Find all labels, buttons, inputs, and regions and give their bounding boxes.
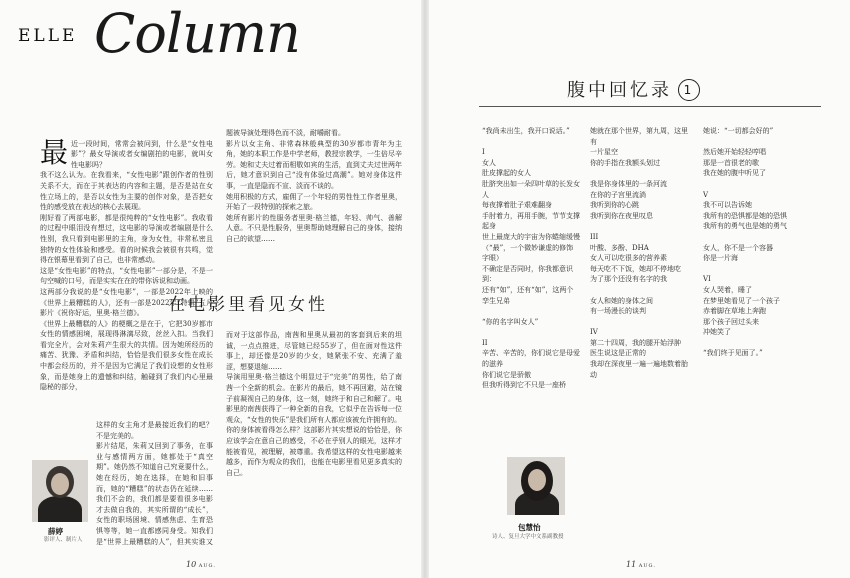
right-body-column-1: “我尚未出生，我开口说话。” I 女人 肚皮撑起的女人 肚脐突出如一朵四叶草的长发女人 每夜撑着肚子艰难翻身 手肘着力，再用手腕，节节支撑起身 世上最庞大的宇宙为你蜷缩缓慢 （“最”，一个微妙谦虚的修饰字眼） 不确定是否同时，你我都意识到： 还有“如”，还有“如”，这两个孪生兄弟 “你的名字叫女人” II 辛苦、辛苦的，你们说它是母爱的滋养 你们说它是骄傲 但我听得到它不只是一座桥 [482, 127, 580, 390]
drop-cap: 最 [40, 135, 69, 169]
poem-title-text: 腹中回忆录 [567, 80, 672, 101]
poet-name: 包慧怡 [518, 523, 541, 532]
poem-title [567, 76, 700, 102]
article-headline: 在电影里看见女性 [168, 295, 328, 315]
right-body-column-2: 她就在那个世界，第九周，这里有 一片星空 你的手指在我额头划过 我是你身体里的一条河流 在你的子宫里流淌 我听到你的心跳 我听到你在夜里叹息 III 叶酸、多酚、DHA 女人可以吃很多的营养素 每天吃不下饭，她却不停地吃 为了那个还没有名字的我 女人和她的身体之间 有一场漫长的谈判 IV 第二十四周，我的腿开始浮肿 医生说这是正常的 我却在深夜里一遍一遍地数着胎动 [590, 127, 688, 379]
brand-logo: ELLE [18, 26, 78, 46]
left-body-column-2-top: 题被导演处理得色而不淡，耐嚼耐看。 影片以女主角、非常森林般典型的30岁都市青年为主角，她的本职工作是中学老师，教授宗教学，一生倍尽辛劳。她和丈夫过着而相敬如宾的生活，直到丈夫过世两年后，她才意识到自己“没有体验过高潮”。她对身体这件事，一直是隐而不宣、淡而不谈的。 她用积极的方式，雇佣了一个年轻的男性性工作者里奥，开始了一段特别的探索之旅。 她所有影片的性服务者里奥·格兰德，年轻、帅气、善解人意。不只是性服务，里奥帮助她理解自己的身体，接纳自己的欲望…… [226, 129, 402, 243]
folio-number: 10 [186, 560, 197, 569]
poem-part-number: 1 [678, 79, 700, 101]
page-number-left [186, 560, 216, 569]
author-portrait [32, 460, 88, 522]
author-name: 薛婷 [48, 527, 63, 536]
right-body-column-3: 她说：“一切都会好的” 然后她开始轻轻哼唱 那是一首很老的歌 我在她的腹中听见了 V 我不可以告诉她 我所有的恐惧都是她的恐惧 我所有的勇气也是她的勇气 女人，你不是一个容器 你是一片海 VI 女人哭着，睡了 在梦里她看见了一个孩子 赤着脚在草地上奔跑 那个孩子回过头来 冲她笑了 “我们终于见面了。” [703, 127, 787, 358]
poet-role: 诗人、复旦大学中文系副教授 [492, 534, 564, 540]
left-body-column-2-bottom: 而对于这部作品，南茜和里奥从最初的客套到后来的坦诚，一点点推进，尽管她已经55岁了，但在面对性这件事上，却还像是20岁的少女，她紧张不安、充满了羞涩，想要退缩…… 导演用里奥·格兰德这个明显过于“完美”的男性，给了南茜一个全新的机会。在影片的最后，她不再回避，站在镜子前凝视自己的身体，这一刻，她终于和自己和解了。电影里的南茜获得了一种全新的自我，它似乎在告诉每一位观众，“女性的快乐”是我们所有人都应该被允许拥有的。 你的身体被看得怎么样？这部影片其实想说的恰恰是，你应该学会在意自己的感受，不必在乎别人的眼光，这样才能被看见，被理解，被尊重。我希望这样的女性电影越来越多，而作为观众的我们，也能在电影里看见更多真实的自己。 [226, 331, 402, 477]
folio-month: AUG. [638, 563, 656, 569]
section-title: Column [94, 2, 300, 65]
title-rule [479, 106, 821, 107]
folio-month: AUG. [198, 563, 216, 569]
author-role: 影评人、制片人 [44, 537, 83, 543]
left-col1-text: 近一段时间，常常会被问到，什么是“女性电影”？最女导演或者女编剧拍的电影，就叫女性电影吗？ 我不这么认为。在我看来，“女性电影”跟创作者的性别关系不大，而在于其表达的内容和主题，是否是站在女性立场上的，是否以女性为主要的创作对象，是否把女性的感受放在表达的核心去展现。 刚好看了两部电影，都是很纯粹的“女性电影”。我收看的过程中眼泪没有想过，这电影的导演或者编剧是什么性别，我只看到电影里的主角，身为女性，非常私密且独特的女性体验和感受。看的时候我会被很有共鸣，觉得在银幕里看到了自己，也非常感动。 这是“女性电影”的特点，“女性电影”一部分是，不是一句空喊的口号，而是实实在在的带你诉说和动画。 这两部分我说的是“女性电影”，一部是2022年上映的《世界上最糟糕的人》，还有一部是2022年“特辑”五月影片《祝你好运，里奥·格兰德》。 《世界上最糟糕的人》的梗概之是在于，它把30岁都市女性的情感困境，展现得淋漓尽致，丝丝入扣。当我们看完全片，会对朱莉产生很大的共情。因为她所经历的痛苦、犹豫、矛盾和纠结，恰恰是我们很多女性在成长中都会经历的，并不是因为它满足了我们设想的女性形象，而是她身上的遗憾和纠结，触碰到了我们内心里最隐秘的部分， [40, 139, 213, 392]
left-body-column-1 [40, 128, 213, 420]
page-gutter [421, 0, 429, 578]
left-body-column-1-bottom: 这样的女主角才是最接近我们的吧？不是完美的。 影片结尾，朱莉又回到了事务，在事业与感情两方面，她都处于“真空期”。她仍然不知道自己究竟要什么，她在经历，她在选择，在她和旧事而，她的“糟糕”的状态仍在延续……我们不会的，我们都是要看很多电影才去做自我的，其实所谓的“成长”，女性的职场困境、情感焦虑、生育恐惧等等，她一直都感同身受。知我们是“世界上最糟糕的人”，但其实谁又 [96, 421, 213, 546]
page-number-right [626, 560, 656, 569]
poet-portrait [507, 457, 565, 515]
folio-number: 11 [626, 560, 637, 569]
